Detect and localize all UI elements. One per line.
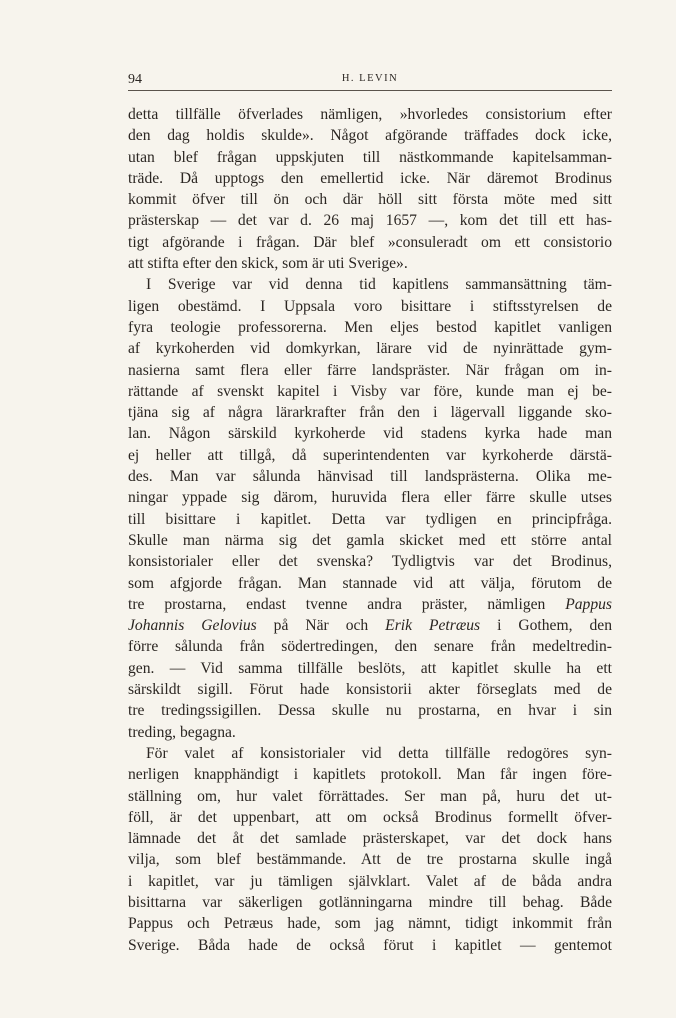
- line-text: ningar yppade sig därom, huruvida flera eller färre skulle utses: [128, 489, 612, 507]
- text-line: [128, 892, 612, 913]
- line-text: gen. — Vid samma tillfälle beslöts, att kapitlet skulle ha ett: [128, 659, 612, 677]
- text-line: [128, 466, 612, 487]
- text-line: [128, 722, 612, 743]
- text-line: [128, 210, 612, 231]
- text-line: [128, 764, 612, 785]
- text-line: [128, 338, 612, 359]
- running-header: [128, 68, 612, 91]
- text-line: [128, 828, 612, 849]
- italic-name: Pappus: [565, 595, 612, 613]
- text-line: [128, 104, 612, 125]
- text-line: [128, 317, 612, 338]
- line-text: Sverige. Båda hade de också förut i kapitlet — gentemot: [128, 936, 612, 954]
- text-line: [128, 189, 612, 210]
- line-text: treding, begagna.: [128, 723, 236, 741]
- line-text: nasierna samt flera eller färre landspräster. När frågan om in-: [128, 361, 612, 379]
- text-line: [128, 381, 612, 402]
- text-line: [128, 147, 612, 168]
- line-text: prästerskap — det var d. 26 maj 1657 —, kom det till ett has-: [128, 212, 612, 230]
- line-text: tjäna sig af några lärarkrafter från den i lägervall liggande sko-: [128, 404, 612, 422]
- text-line: [128, 530, 612, 551]
- line-text: Pappus och Petræus hade, som jag nämnt, tidigt inkommit från: [128, 915, 612, 933]
- line-text: ligen obestämd. I Uppsala voro bisittare i stiftsstyrelsen de: [128, 297, 612, 315]
- line-text: Skulle man närma sig det gamla skicket med ett större antal: [128, 531, 612, 549]
- line-text: att stifta efter den skick, som är uti Sverige».: [128, 255, 408, 273]
- line-text: tre prostarna, endast tvenne andra präster, nämligen: [128, 595, 566, 613]
- text-line: [128, 636, 612, 657]
- line-text: detta tillfälle öfverlades nämligen, »hvorledes consistorium efter: [128, 106, 612, 123]
- text-line: [128, 786, 612, 807]
- line-text: till bisittare i kapitlet. Detta var tydligen en principfråga.: [128, 510, 612, 528]
- running-title: H. LEVIN: [341, 73, 399, 84]
- text-line: [128, 232, 612, 253]
- page-number: 94: [128, 72, 142, 87]
- text-line: [128, 125, 612, 146]
- text-line: [128, 807, 612, 828]
- line-text: föll, är det uppenbart, att om också Brodinus formellt öfver-: [128, 808, 612, 826]
- line-text: nerligen knapphändigt i kapitlets protokoll. Man får ingen före-: [128, 766, 612, 784]
- text-line: [128, 573, 612, 594]
- line-text: fyra teologie professorerna. Men eljes bestod kapitlet vanligen: [128, 318, 612, 336]
- text-line: [128, 849, 612, 870]
- line-text: i kapitlet, var ju tämligen självklart. Valet af de båda andra: [128, 872, 612, 890]
- text-line: [128, 487, 612, 508]
- text-line: [128, 551, 612, 572]
- line-text: ej heller att tillgå, då superintendenten var kyrkoherde därstä-: [128, 446, 612, 464]
- line-text: lämnade det åt det samlade prästerskapet, var det dock hans: [128, 830, 612, 848]
- line-text: des. Man var sålunda hänvisad till landsprästerna. Olika me-: [128, 468, 612, 486]
- text-line: [128, 402, 612, 423]
- text-line: [128, 360, 612, 381]
- line-text: rättande af svenskt kapitel i Visby var före, kunde man ej be-: [128, 382, 612, 400]
- line-text: kommit öfver till ön och där höll sitt första möte med sitt: [128, 191, 612, 209]
- italic-name: Johannis Gelovius: [128, 617, 257, 635]
- text-line: [128, 743, 612, 764]
- line-text: I Sverige var vid denna tid kapitlens sammansättning täm-: [146, 276, 612, 294]
- text-line: [128, 445, 612, 466]
- text-line: [128, 615, 612, 636]
- line-text: träde. Då upptogs den emellertid icke. När däremot Brodinus: [128, 169, 612, 187]
- text-line: [128, 274, 612, 295]
- text-line: [128, 658, 612, 679]
- line-text: tre tredingssigillen. Dessa skulle nu prostarna, en hvar i sin: [128, 702, 612, 720]
- line-text: tigt afgörande i frågan. Där blef »consuleradt om ett consistorio: [128, 233, 612, 251]
- line-text: särskildt sigill. Förut hade konsistorii akter förseglats med de: [128, 681, 612, 699]
- line-text: af kyrkoherden vid domkyrkan, lärare vid de nyinrättade gym-: [128, 340, 612, 358]
- line-text: på När och: [256, 617, 386, 635]
- text-line: [128, 935, 612, 956]
- text-line: [128, 913, 612, 934]
- line-text: i Gothem, den: [480, 617, 612, 635]
- line-text: lan. Någon särskild kyrkoherde vid stadens kyrka hade man: [128, 425, 612, 443]
- line-text: utan blef frågan uppskjuten till nästkommande kapitelsamman-: [128, 148, 612, 166]
- body-text: [128, 104, 612, 956]
- text-line: [128, 423, 612, 444]
- text-line: [128, 296, 612, 317]
- line-text: den dag holdis skulde». Något afgörande träffades dock icke,: [128, 127, 612, 145]
- text-line: [128, 168, 612, 189]
- italic-name: Erik Petræus: [385, 617, 481, 635]
- text-line: [128, 679, 612, 700]
- line-text: bisittarna var säkerligen gotlänningarna mindre till behag. Både: [128, 893, 612, 911]
- text-line: [128, 253, 612, 274]
- line-text: som afgjorde frågan. Man stannade vid att välja, förutom de: [128, 574, 612, 592]
- text-line: [128, 594, 612, 615]
- text-line: [128, 871, 612, 892]
- line-text: konsistorialer eller det svenska? Tydligtvis var det Brodinus,: [128, 553, 612, 571]
- line-text: ställning om, hur valet förrättades. Ser man på, huru det ut-: [128, 787, 612, 805]
- line-text: förre sålunda från södertredingen, den senare från medeltredin-: [128, 638, 612, 656]
- line-text: vilja, som blef bestämmande. Att de tre prostarna skulle ingå: [128, 851, 612, 869]
- text-line: [128, 509, 612, 530]
- text-line: [128, 700, 612, 721]
- line-text: För valet af konsistorialer vid detta tillfälle redogöres syn-: [146, 744, 612, 762]
